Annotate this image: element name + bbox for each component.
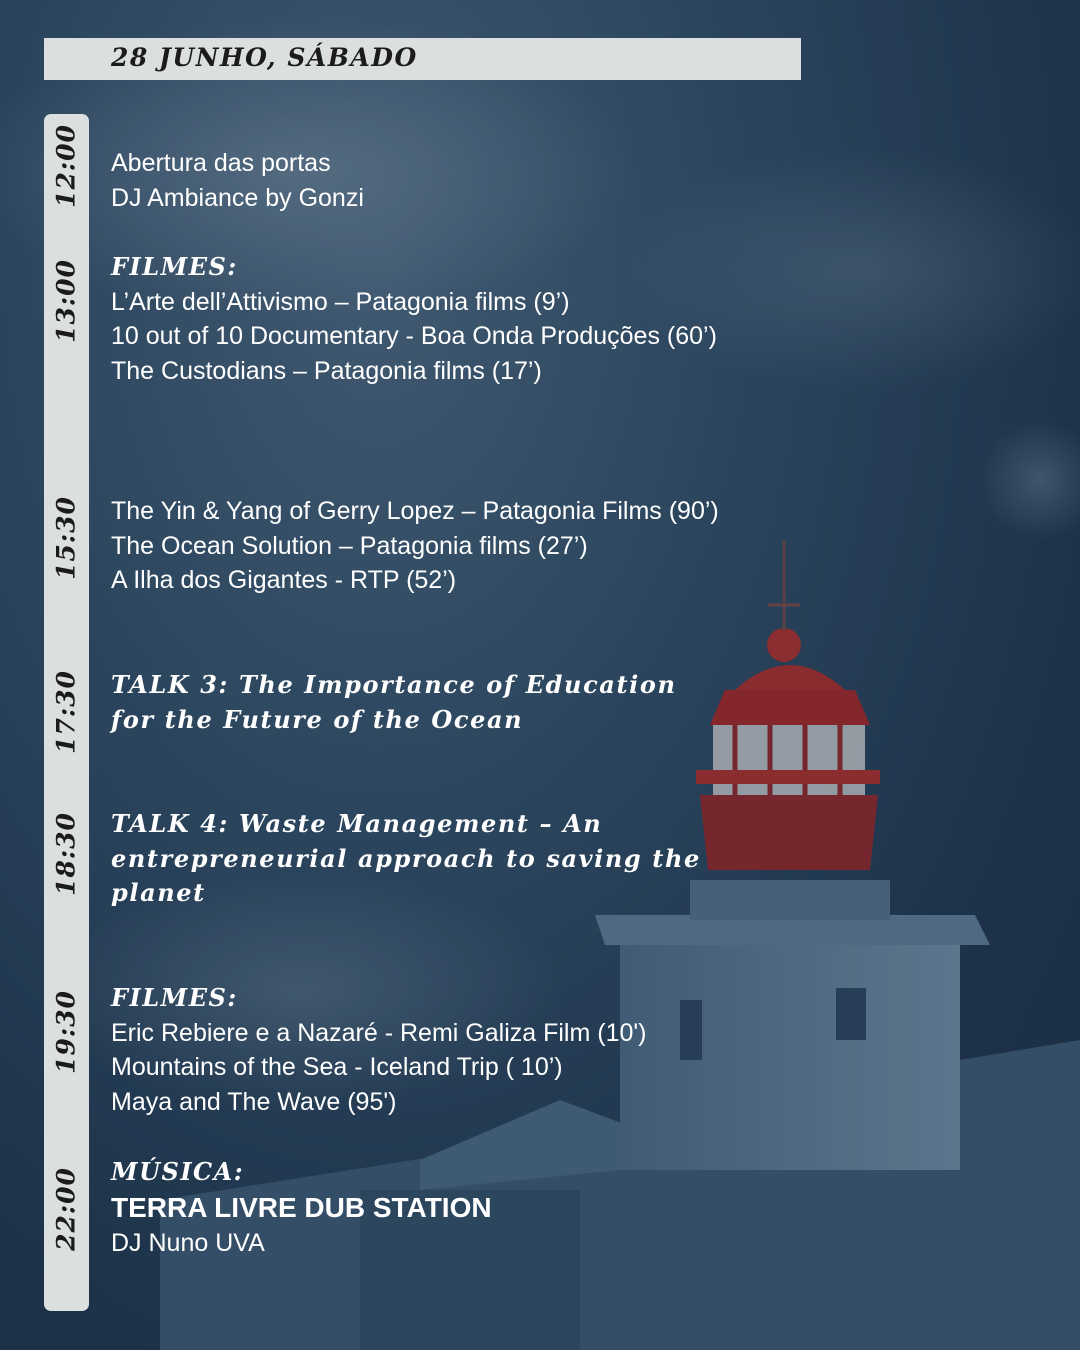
date-banner: [44, 38, 801, 80]
schedule-block-films-2: [111, 494, 719, 598]
schedule-block-music: [111, 1155, 492, 1260]
film-line: A Ilha dos Gigantes - RTP (52’): [111, 566, 457, 594]
music-dj: DJ Nuno UVA: [111, 1228, 265, 1257]
film-line: The Ocean Solution – Patagonia films (27’): [111, 531, 588, 560]
date-label: 28 JUNHO, SÁBADO: [111, 43, 418, 72]
talk-line: TALK 4: Waste Management – An: [111, 809, 603, 838]
schedule-block-opening: [111, 146, 364, 215]
schedule-block-films-1: [111, 250, 717, 388]
section-heading: FILMES:: [111, 252, 238, 281]
section-heading: FILMES:: [111, 983, 238, 1012]
film-line: The Custodians – Patagonia films (17’): [111, 356, 542, 385]
schedule-line: Abertura das portas: [111, 149, 331, 177]
film-line: L’Arte dell’Attivismo – Patagonia films (9’): [111, 287, 570, 316]
film-line: 10 out of 10 Documentary - Boa Onda Produções (60’): [111, 322, 717, 350]
schedule-block-talk-4: [111, 807, 701, 911]
talk-line: entrepreneurial approach to saving the: [111, 843, 701, 873]
film-line: Eric Rebiere e a Nazaré - Remi Galiza Film (10'): [111, 1018, 647, 1047]
schedule-block-talk-3: [111, 668, 677, 737]
talk-line: for the Future of the Ocean: [111, 704, 524, 734]
music-title: TERRA LIVRE DUB STATION: [111, 1191, 492, 1223]
section-heading: MÚSICA:: [111, 1157, 245, 1186]
schedule-line: DJ Ambiance by Gonzi: [111, 183, 364, 212]
talk-line: planet: [111, 878, 206, 907]
talk-line: TALK 3: The Importance of Education: [111, 670, 677, 699]
schedule-block-films-3: [111, 981, 646, 1119]
film-line: The Yin & Yang of Gerry Lopez – Patagonia Films (90’): [111, 497, 719, 525]
film-line: Maya and The Wave (95'): [111, 1087, 397, 1116]
film-line: Mountains of the Sea - Iceland Trip ( 10’): [111, 1053, 563, 1081]
